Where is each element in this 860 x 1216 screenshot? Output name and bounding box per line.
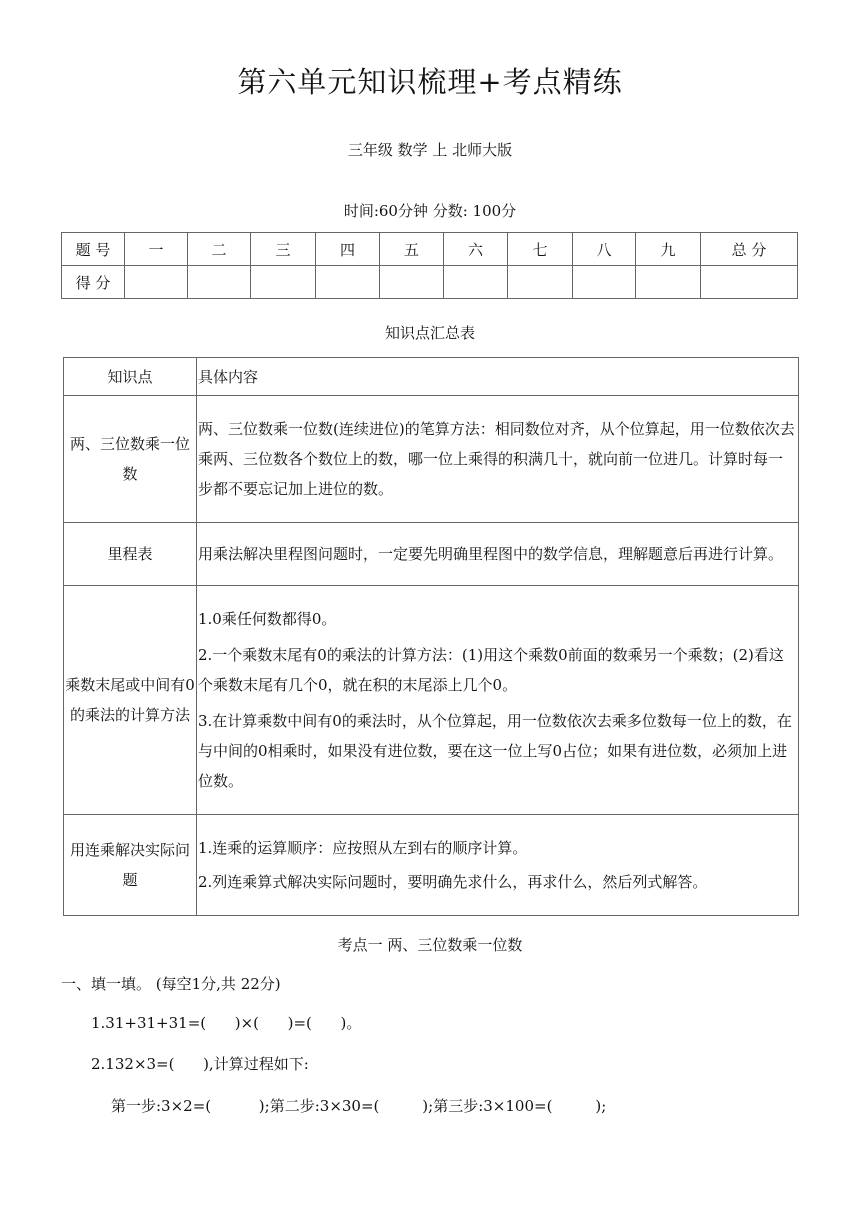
score-cell-q7: 七 [508,233,573,266]
summary-row [64,815,799,916]
summary-paragraph: 2.一个乘数末尾有0的乘法的计算方法：(1)用这个乘数0前面的数乘另一个乘数；(2)看这个乘数末尾有几个0，就在积的末尾添上几个0。 [198,646,784,694]
summary-topic: 两、三位数乘一位数 [64,396,197,523]
time-score-info: 时间:60分钟 分数: 100分 [343,202,517,220]
summary-content [197,523,799,586]
score-input-6[interactable] [444,266,508,299]
score-table-score-row [62,266,798,299]
summary-row [64,586,799,815]
score-cell-label: 题 号 [62,233,125,266]
section-heading: 考点一 两、三位数乘一位数 [337,936,523,954]
question-2: 2.132×3=( ),计算过程如下: [91,1055,309,1073]
score-input-3[interactable] [251,266,316,299]
summary-content [197,396,799,523]
summary-paragraph: 3.在计算乘数中间有0的乘法时，从个位算起，用一位数依次去乘多位数每一位上的数，在与中间的0相乘时，如果没有进位数，要在这一位上写0占位；如果有进位数，必须加上进位数。 [198,712,792,790]
document-subtitle: 三年级 数学 上 北师大版 [347,141,513,159]
score-input-5[interactable] [380,266,444,299]
score-cell-q3: 三 [251,233,316,266]
summary-paragraph: 2.列连乘算式解决实际问题时，要明确先求什么，再求什么，然后列式解答。 [198,873,708,891]
score-input-1[interactable] [125,266,188,299]
score-cell-q6: 六 [444,233,508,266]
score-cell-q9: 九 [636,233,701,266]
summary-header-content: 具体内容 [197,358,799,396]
score-row-label: 得 分 [62,266,125,299]
document-title: 第六单元知识梳理+考点精练 [237,65,623,99]
summary-header-topic: 知识点 [64,358,197,396]
summary-content [197,815,799,916]
summary-topic: 乘数末尾或中间有0的乘法的计算方法 [64,586,197,815]
score-cell-q2: 二 [188,233,251,266]
summary-paragraph: 1.连乘的运算顺序：应按照从左到右的顺序计算。 [198,839,528,857]
score-input-9[interactable] [636,266,701,299]
summary-content [197,586,799,815]
summary-row [64,523,799,586]
score-cell-q5: 五 [380,233,444,266]
summary-topic: 用连乘解决实际问题 [64,815,197,916]
summary-paragraph: 两、三位数乘一位数(连续进位)的笔算方法：相同数位对齐，从个位算起，用一位数依次去乘两、三位数各个数位上的数，哪一位上乘得的积满几十，就向前一位进几。计算时每一步都不要忘记加上进位的数。 [198,420,795,498]
score-input-4[interactable] [316,266,380,299]
summary-paragraph: 1.0乘任何数都得0。 [198,610,337,628]
score-table-header-row [62,233,798,266]
question-1: 1.31+31+31=( )×( )=( )。 [91,1014,362,1032]
summary-row [64,396,799,523]
summary-table [63,357,799,916]
score-input-7[interactable] [508,266,573,299]
score-cell-q4: 四 [316,233,380,266]
score-input-8[interactable] [573,266,636,299]
summary-heading: 知识点汇总表 [384,324,475,342]
part-title: 一、填一填。 (每空1分,共 22分) [61,975,281,993]
score-input-2[interactable] [188,266,251,299]
score-input-total[interactable] [701,266,798,299]
score-cell-total: 总 分 [701,233,798,266]
score-cell-q1: 一 [125,233,188,266]
score-cell-q8: 八 [573,233,636,266]
question-2-steps: 第一步:3×2=( );第二步:3×30=( );第三步:3×100=( ); [111,1097,607,1115]
summary-topic: 里程表 [64,523,197,586]
summary-header-row [64,358,799,396]
score-table [61,232,798,299]
summary-paragraph: 用乘法解决里程图问题时，一定要先明确里程图中的数学信息，理解题意后再进行计算。 [198,545,784,563]
